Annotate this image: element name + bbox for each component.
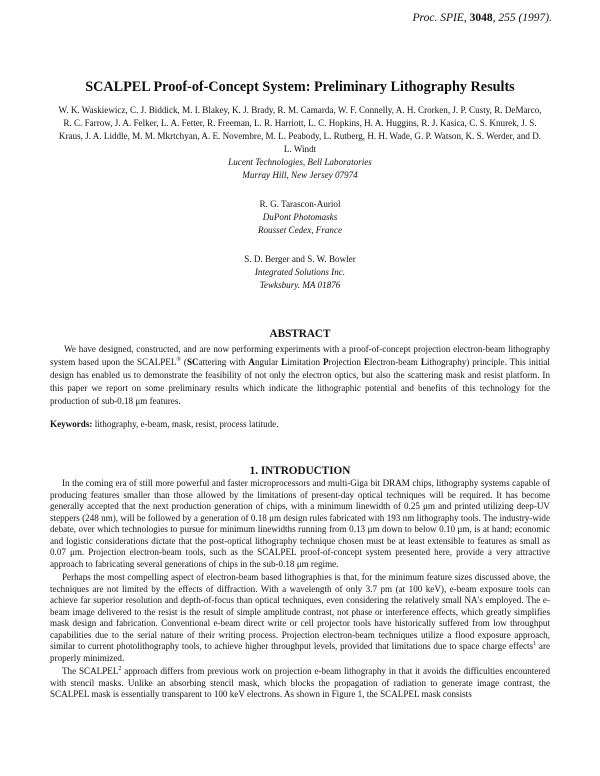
affiliation-integrated-solutions — [100, 253, 500, 292]
citation-volume: 3048 — [469, 12, 493, 24]
keywords-label: Keywords: — [50, 419, 93, 429]
author-list: W. K. Waskiewicz, C. J. Biddick, M. I. Blakey, K. J. Brady, R. M. Camarda, W. F. Connelly, A. H. Crorken, J. P. Custy, R. DeMarco, R. C. Farrow, J. A. Felker, L. A. Fetter, R. Freeman, L. R. Harriott, L. C. Hopkins, H. A. Huggins, R. J. Kasica, C. S. Knurek, J. S. Kraus, J. A. Liddle, M. M. Mkrtchyan, A. E. Novembre, M. L. Peabody, L. Rutberg, H. H. Wade, G. P. Watson, K. S. Werder, and D. L. Windt — [58, 105, 542, 154]
citation-journal: Proc. SPIE, — [412, 12, 467, 24]
keywords — [50, 419, 550, 429]
abstract-body: We have designed, constructed, and are now performing experiments with a proof-of-concept projection electron-beam lithography system based upon the SCALPEL® (SCattering with Angular Limitation Projection Electron-beam Lithography) principle. This initial design has enabled us to demonstrate the feasibility of not only the electron optics, but also the scattering mask and resist platform. In this paper we report on some preliminary results which indicate the lithographic potential and benefits of this technology for the production of sub-0.18 μm features. — [50, 344, 550, 406]
affiliation-place: Rousset Cedex, France — [257, 225, 343, 235]
affiliation-org: Integrated Solutions Inc. — [254, 267, 346, 277]
introduction-body — [50, 478, 550, 703]
section-heading-introduction: 1. INTRODUCTION — [249, 465, 351, 477]
citation-pages-year: , 255 (1997). — [492, 12, 552, 24]
affiliation-author: S. D. Berger and S. W. Bowler — [244, 254, 356, 264]
affiliation-place: Tewksbury. MA 01876 — [259, 280, 341, 290]
affiliation-author: R. G. Tarascon-Auriol — [259, 199, 341, 209]
paragraph: In the coming era of still more powerful and faster microprocessors and multi-Giga bit DRAM chips, lithography systems capable of producing features smaller than those allowed by the limitations of present-day optical techniques will be required. It has become generally accepted that the next production generation of chips, with a minimum linewidth of 0.25 μm and printed utilizing deep-UV steppers (248 nm), will be followed by a generation of 0.18 μm design rules fabricated with 193 nm lithography tools. The industry-wide debate, over which technologies to pursue for minimum linewidths running from 0.13 μm down to below 0.10 μm, is at hand; economic and logistic considerations dictate that the post-optical lithography technique chosen must be at least extensible to features as small as 0.07 μm. Projection electron-beam tools, such as the SCALPEL proof-of-concept system presented here, provide a very attractive approach to fabricating several generations of chips in the sub-0.18 μm regime. — [50, 478, 550, 569]
abstract-heading: ABSTRACT — [269, 328, 331, 340]
citation — [413, 12, 552, 24]
affiliation-lucent — [100, 156, 500, 182]
paragraph: The SCALPEL$^2$ approach differs from previous work on projection e-beam lithography in that it avoids the difficulties encountered with stencil masks. Unlike an absorbing stencil mask, which blocks the propagation of radiation to generate image contrast, the SCALPEL mask is essentially transparent to 100 keV electrons. As shown in Figure 1, the SCALPEL mask consists — [50, 665, 550, 699]
paragraph: Perhaps the most compelling aspect of electron-beam based lithographies is that, for the minimum feature sizes discussed above, the techniques are not limited by the effects of diffraction. With a wavelength of only 3.7 pm (at 100 keV), e-beam exposure tools can achieve far superior resolution and depth-of-focus than optical techniques, even considering the relatively small NA's employed. The e-beam image delivered to the resist is the result of simple amplitude contrast, not phase or interference effects, which greatly simplifies mask design and fabrication. Conventional e-beam direct write or cell projector tools have historically suffered from low throughput capabilities due to the serial nature of their writing process. Projection electron-beam techniques utilize a flood exposure approach, similar to current photolithography tools, to achieve higher throughput levels, provided that limitations due to space charge effects$^1$ are properly minimized. — [50, 572, 551, 663]
affiliation-org: Lucent Technologies, Bell Laboratories — [228, 157, 372, 167]
keywords-text: lithography, e-beam, mask, resist, process latitude. — [92, 419, 279, 429]
affiliation-dupont — [100, 198, 500, 237]
affiliation-org: DuPont Photomasks — [262, 212, 338, 222]
paper-title: SCALPEL Proof-of-Concept System: Preliminary Lithography Results — [85, 79, 515, 95]
affiliation-place: Murray Hill, New Jersey 07974 — [242, 170, 358, 180]
